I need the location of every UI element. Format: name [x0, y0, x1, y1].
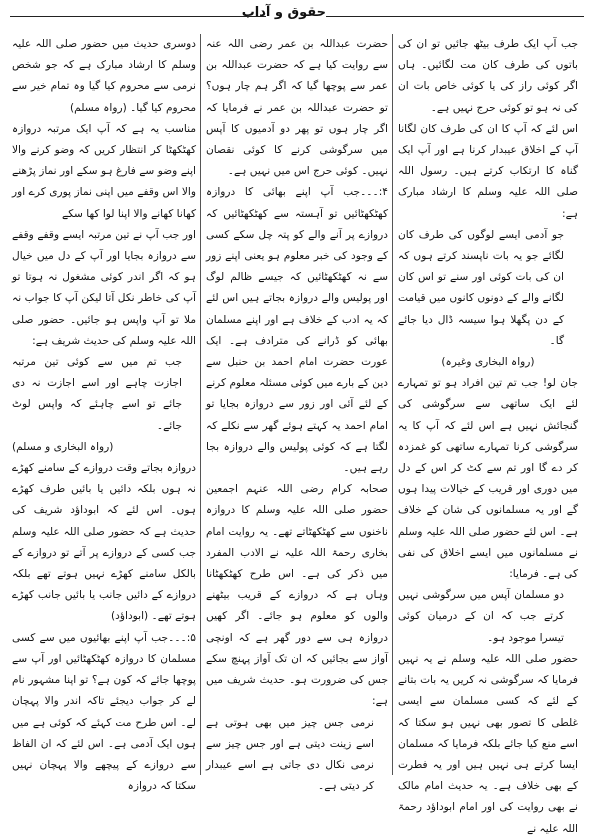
header-rule-left	[10, 16, 266, 17]
column-right	[398, 34, 578, 835]
paragraph: مناسب یہ ہے کہ آپ ایک مرتبہ دروازہ کھٹکھٹا کر انتظار کریں کہ وضو کرنے والا اپنے وضو سے فارغ ہو سکے اور نماز پڑھنے والا اس وقفے میں اپنی نماز پوری کرے اور کھانا کھانے والا اپنا لوا کھا سکے	[12, 122, 196, 220]
hadith-quote: دو مسلمان آپس میں سرگوشی نہیں کرتے جب کہ ان کے درمیان کوئی تیسرا موجود ہو۔	[398, 589, 564, 644]
header-rule-right	[326, 16, 584, 17]
paragraph: حضور صلی اللہ علیہ وسلم نے یہ نہیں فرمایا کہ سرگوشی نہ کریں یہ بات بتانے کے لئے کہ کسی مسلمان سے ایسی غلطی کا تصور بھی نہیں ہو سکتا کہ اسے منع کیا جائے بلکہ فرمایا کہ مسلمان ایسا کرتے ہی نہیں ہیں اور یہ فطرت کے بھی خلاف ہے۔ یہ حدیث امام مالک نے بھی روایت کی اور امام ابوداؤد رحمۃ اللہ علیہ نے	[398, 652, 578, 835]
column-middle	[206, 34, 388, 793]
hadith-quote: نرمی جس چیز میں بھی ہوتی ہے اسے زینت دیتی ہے اور جس چیز سے نرمی نکال دی جاتی ہے اسے عیبدار کر دیتی ہے۔	[206, 716, 374, 793]
paragraph: اور جب آپ نے تین مرتبہ ایسے وقفے وقفے سے دروازہ بجایا اور آپ کے دل میں خیال ہو کہ اگر اندر کوئی مشغول نہ ہوتا تو آپ کی خاطر نکل آتا لیکن آپ کا جواب نہ ملا تو آپ واپس ہو جائیں۔ حضور صلی اللہ علیہ وسلم کی حدیث شریف ہے:	[12, 228, 196, 347]
numbered-section-5: ۵:۔۔۔جب آپ اپنے بھائیوں میں سے کسی مسلمان کا دروازہ کھٹکھٹائیں اور آپ سے پوچھا جائے کہ کون ہے؟ تو اپنا مشہور نام لے کر جواب دیجئے تاکہ اندر والا پہچان لے۔ اس طرح مت کہئے کہ کوئی ہے میں ہوں ایک آدمی ہے۔ اس لئے کہ ان الفاظ سے دروازے کے پیچھے والا پہچان نہیں سکتا کہ دروازہ	[12, 631, 196, 793]
hadith-reference: (رواہ البخاری وغیرہ)	[441, 356, 535, 369]
paragraph: حضرت عبداللہ بن عمر رضی اللہ عنہ سے روایت کیا ہے کہ حضرت عبداللہ بن عمر سے پوچھا گیا کہ اگر ہم چار ہوں؟ تو حضرت عبداللہ بن عمر نے فرمایا کہ اگر چار ہوں تو پھر دو آدمیوں کا آپس میں سرگوشی کرنے کا کوئی نقصان نہیں۔ کوئی حرج اس میں نہیں ہے۔	[206, 38, 388, 178]
column-left	[12, 34, 196, 793]
paragraph: جان لو! جب تم تین افراد ہو تو تمہارے لئے ایک ساتھی سے سرگوشی کی گنجائش نہیں ہے اس لئے کہ آپ کا یہ سرگوشی کرنا تمہارے ساتھی کو غمزدہ کر دے گا اور تم سے کٹ کر اس کے دل میں دوری اور قریب کے خیالات پیدا ہوں گے اور یہ مسلمانوں کی شان کے خلاف ہے۔ اس لئے حضور صلی اللہ علیہ وسلم نے مسلمانوں میں ایسے اخلاق کی نفی کی ہے۔ فرمایا:	[398, 377, 578, 581]
hadith-quote: جب تم میں سے کوئی تین مرتبہ اجازت چاہے اور اسے اجازت نہ دی جائے تو اسے چاہئے کہ واپس لوٹ جائے۔	[12, 356, 182, 432]
column-divider-left	[200, 34, 201, 775]
paragraph: دروازہ بجاتے وقت دروازے کے سامنے کھڑے نہ ہوں بلکہ دائیں یا بائیں طرف کھڑے ہوں۔ اس لئے کہ ابوداؤد شریف کی حدیث ہے کہ حضور صلی اللہ علیہ وسلم جب کسی کے دروازے پر آتے تو دروازے کے بالکل سامنے کھڑے نہیں ہوتے تھے بلکہ دروازے کے دائیں جانب یا بائیں جانب کھڑے ہوتے تھے۔ (ابوداؤد)	[12, 462, 196, 623]
column-divider-right	[392, 34, 393, 775]
header-title: حقوق و آداب	[241, 5, 326, 20]
paragraph: جب آپ ایک طرف بیٹھ جائیں تو ان کی باتوں کی طرف کان مت لگائیں۔ ہاں اگر کوئی راز کی یا کوئی خاص بات ان کی نہ ہو تو کوئی حرج نہیں ہے۔	[398, 38, 578, 114]
numbered-section-4: ۴:۔۔۔جب آپ اپنے بھائی کا دروازہ کھٹکھٹائیں تو آہستہ سے کھٹکھٹائیں کہ دروازے پر آنے والے کو پتہ چل سکے کسی کے وجود کی خبر معلوم ہو یعنی اپنے زور سے نہ کھٹکھٹائیں کہ جیسے ظالم لوگ اور پولیس والے دروازہ بجاتے ہیں اس لئے کہ یہ ادب کے خلاف ہے اور اپنے مسلمان بھائی کو ڈرانے کی مترادف ہے۔ ایک عورت حضرت امام احمد بن حنبل سے دین کے بارے میں کوئی مسئلہ معلوم کرنے کے لئے آئی اور زور سے دروازہ بجایا تو امام احمد یہ کہتے ہوئے گھر سے نکلے کہ لگتا ہے کہ کوئی پولیس والے دروازہ بجا رہے ہیں۔	[206, 186, 388, 475]
paragraph: اس لئے کہ آپ کا ان کی طرف کان لگانا آپ کے اخلاق عیبدار کرنا ہے اور آپ ایک گناہ کا ارتکاب کرتے ہیں۔ رسول اللہ صلی اللہ علیہ وسلم کا ارشاد مبارک ہے:	[398, 122, 578, 220]
hadith-quote: جو آدمی ایسے لوگوں کی طرف کان لگائے جو یہ بات ناپسند کرتے ہوں کہ ان کی بات کوئی اور سنے تو اس کان لگانے والے کے دونوں کانوں میں قیامت کے دن پگھلا ہوا سیسہ ڈال دیا جائے گا۔	[398, 228, 564, 347]
hadith-reference: (رواہ البخاری و مسلم)	[12, 440, 114, 453]
paragraph: دوسری حدیث میں حضور صلی اللہ علیہ وسلم کا ارشاد مبارک ہے کہ جو شخص نرمی سے محروم کیا گیا وہ تمام خیر سے محروم کیا گیا۔ (رواہ مسلم)	[12, 38, 196, 114]
paragraph: صحابہ کرام رضی اللہ عنہم اجمعین حضور صلی اللہ علیہ وسلم کا دروازہ ناخنوں سے کھٹکھٹاتے تھے۔ یہ روایت امام بخاری رحمۃ اللہ علیہ نے الادب المفرد میں ذکر کی ہے۔ اس طرح کھٹکھٹانا وہاں ہے کہ دروازے کے قریب بیٹھنے والوں کو معلوم ہو جائے۔ اگر کھیں دروازہ ہی سے دور گھر ہے کہ اونچی آواز سے بجائیں کہ ان تک آواز پہنچ سکے جس کی ضرورت ہو۔ حدیث شریف میں ہے:	[206, 483, 388, 708]
